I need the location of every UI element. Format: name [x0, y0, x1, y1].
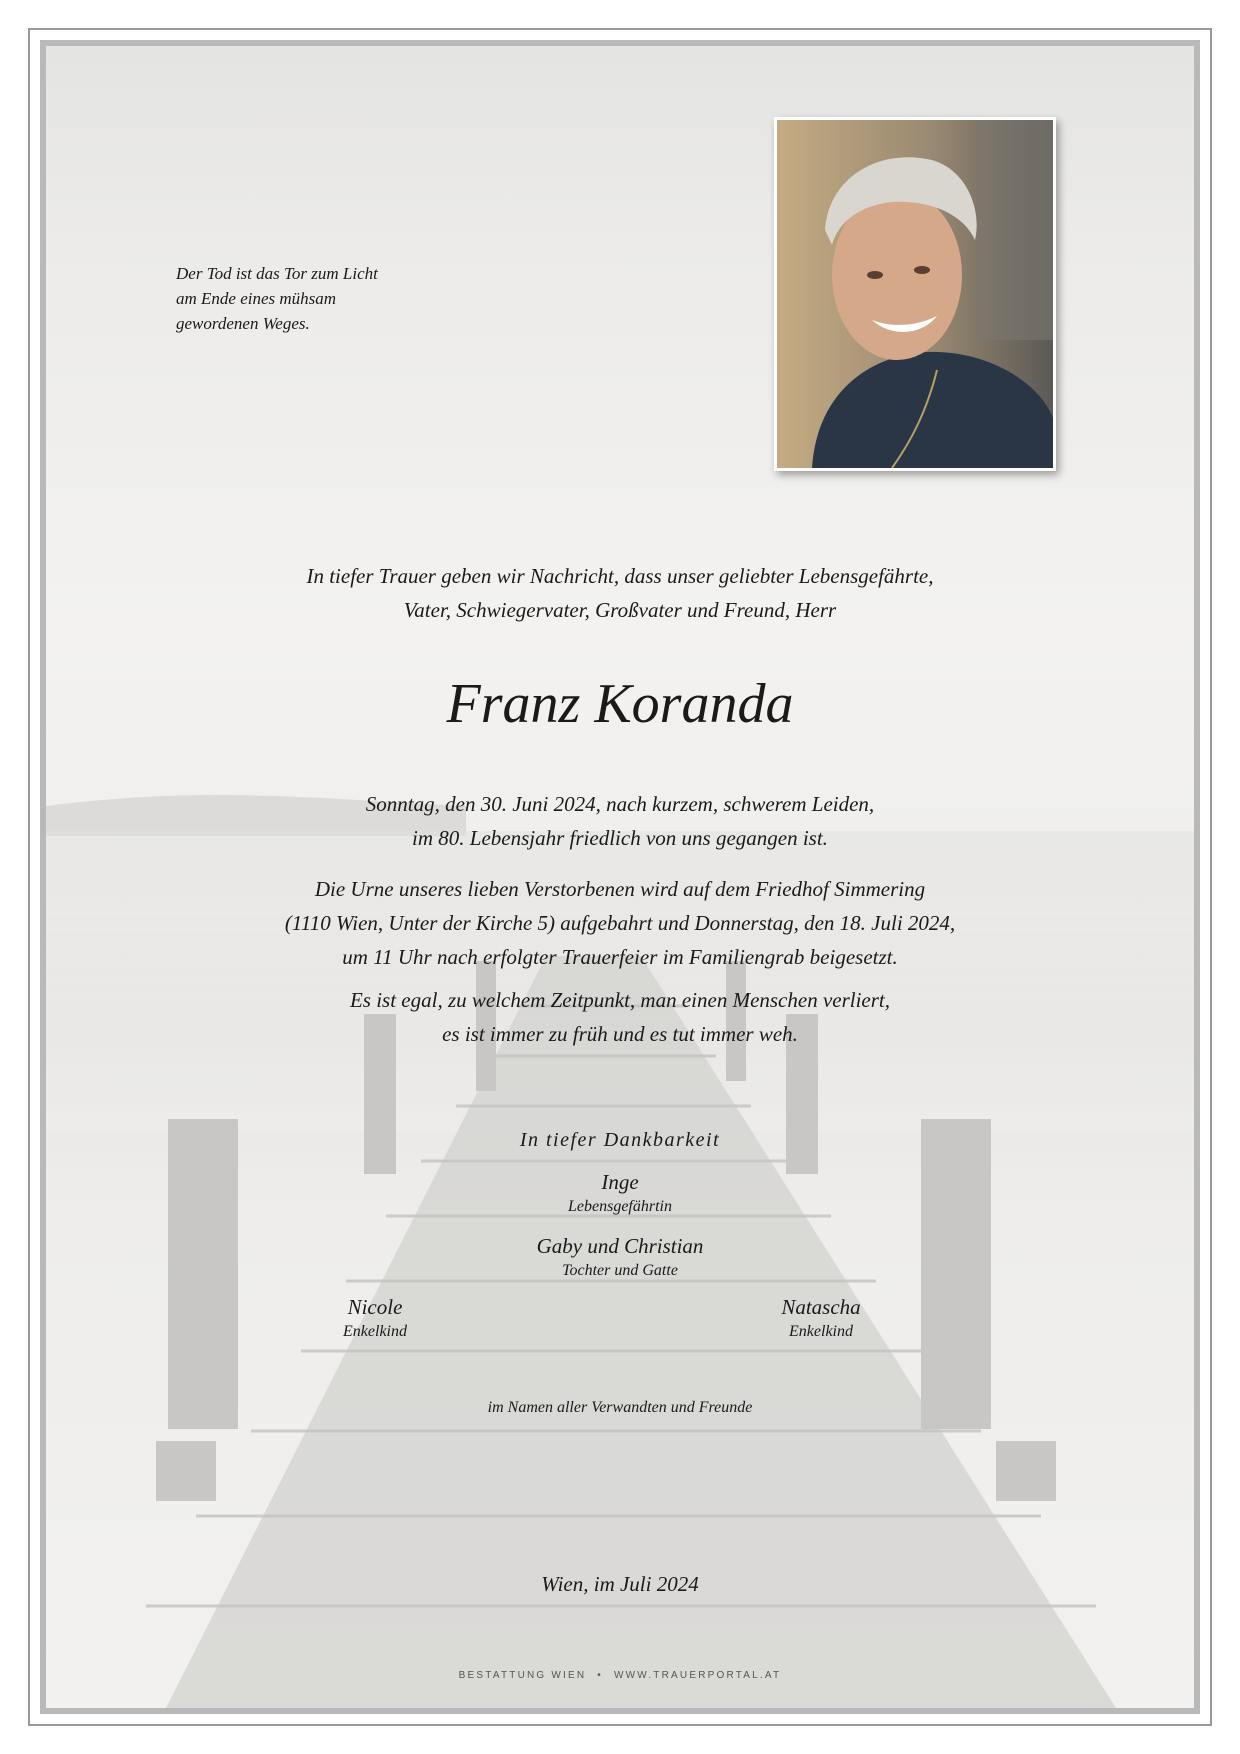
mourner-entry: [225, 1293, 525, 1343]
quote-line: gewordenen Weges.: [176, 314, 310, 333]
memorial-quote: [176, 261, 378, 336]
death-line: im 80. Lebensjahr friedlich von uns gegangen ist.: [412, 826, 828, 850]
funeral-line: Die Urne unseres lieben Verstorbenen wird auf dem Friedhof Simmering: [314, 877, 926, 901]
saying-line: es ist immer zu früh und es tut immer weh.: [442, 1022, 798, 1046]
death-notice: [46, 787, 1194, 855]
deceased-name: Franz Koranda: [446, 673, 794, 735]
mourner-name: Natascha: [781, 1295, 861, 1319]
footer-separator: •: [597, 1670, 603, 1681]
mourner-entry: [470, 1168, 770, 1218]
intro-line: In tiefer Trauer geben wir Nachricht, dass unser geliebter Lebensgefährte,: [306, 564, 934, 588]
funeral-details: [46, 872, 1194, 974]
funeral-line: (1110 Wien, Unter der Kirche 5) aufgebahrt und Donnerstag, den 18. Juli 2024,: [284, 911, 956, 935]
mourner-name: Gaby und Christian: [536, 1234, 704, 1258]
quote-line: am Ende eines mühsam: [176, 289, 337, 308]
footer-credit: [46, 1670, 1194, 1681]
quote-line: Der Tod ist das Tor zum Licht: [176, 264, 378, 283]
saying-line: Es ist egal, zu welchem Zeitpunkt, man einen Menschen verliert,: [349, 988, 891, 1012]
place-date: Wien, im Juli 2024: [541, 1572, 699, 1596]
intro-line: Vater, Schwiegervater, Großvater und Freund, Herr: [403, 598, 837, 622]
footer-website: WWW.TRAUERPORTAL.AT: [613, 1670, 782, 1681]
mourner-name: Nicole: [347, 1295, 403, 1319]
obituary-page: [46, 46, 1194, 1708]
mourner-relation: Tochter und Gatte: [562, 1262, 678, 1279]
funeral-line: um 11 Uhr nach erfolgter Trauerfeier im Familiengrab beigesetzt.: [342, 945, 898, 969]
footer-company: BESTATTUNG WIEN: [458, 1670, 587, 1681]
announcement-intro: [46, 559, 1194, 627]
mourner-entry: [671, 1293, 971, 1343]
saying: [46, 983, 1194, 1051]
gratitude-heading: In tiefer Dankbarkeit: [519, 1129, 721, 1151]
mourner-relation: Enkelkind: [343, 1323, 407, 1340]
death-line: Sonntag, den 30. Juni 2024, nach kurzem, schwerem Leiden,: [365, 792, 875, 816]
portrait-image: [777, 120, 1053, 468]
mourner-entry: [470, 1232, 770, 1282]
portrait-photo: [774, 117, 1056, 471]
mourner-relation: Lebensgefährtin: [568, 1198, 672, 1215]
mourner-relation: Enkelkind: [789, 1323, 853, 1340]
family-note: im Namen aller Verwandten und Freunde: [487, 1399, 753, 1416]
mourner-name: Inge: [601, 1170, 639, 1194]
